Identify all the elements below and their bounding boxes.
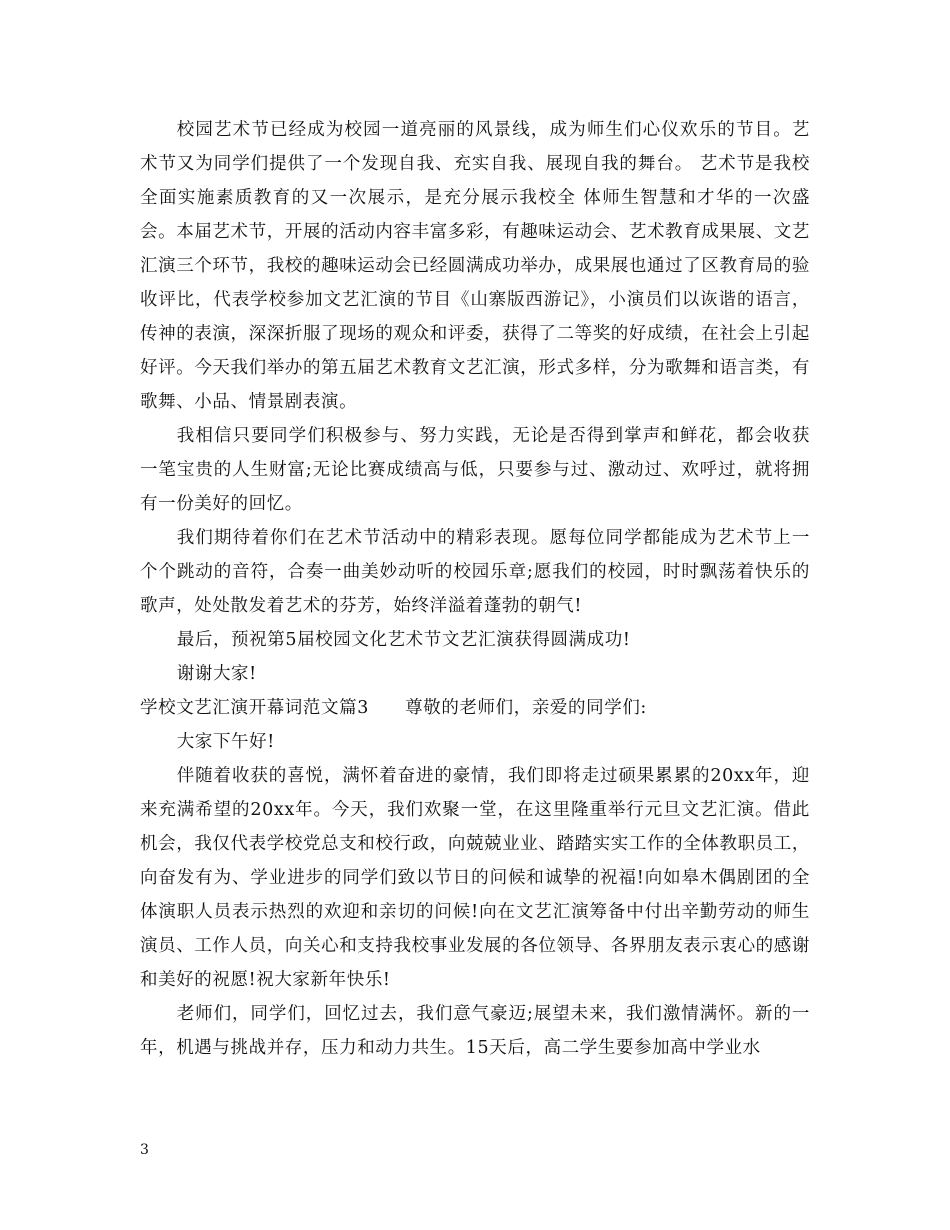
paragraph-participation: 我相信只要同学们积极参与、努力实践，无论是否得到掌声和鲜花，都会收获一笔宝贵的人生财富;无论比赛成绩高与低，只要参与过、激动过、欢呼过，就将拥有一份美好的回忆。 <box>140 426 810 514</box>
paragraph-art-festival-intro: 校园艺术节已经成为校园一道亮丽的风景线，成为师生们心仪欢乐的节目。艺术节又为同学们提供了一个发现自我、充实自我、展现自我的舞台。 艺术节是我校全面实施素质教育的又一次展示，是充分展示我校全 体师生智慧和才华的一次盛会。本届艺术节，开展的活动内容丰富多彩，有趣味运动会、艺术教育成果展、文艺汇演三个环节，我校的趣味运动会已经圆满成功举办，成果展也通过了区教育局的验收评比，代表学校参加文艺汇演的节目《山寨版西游记》，小演员们以诙谐的语言，传神的表演，深深折服了现场的观众和评委，获得了二等奖的好成绩，在社会上引起好评。今天我们举办的第五届艺术教育文艺汇演，形式多样，分为歌舞和语言类，有歌舞、小品、情景剧表演。 <box>140 120 810 412</box>
page-number: 3 <box>140 1142 149 1158</box>
paragraph-greeting: 大家下午好! <box>176 732 275 752</box>
body-text <box>140 113 810 1065</box>
paragraph-expectations: 我们期待着你们在艺术节活动中的精彩表现。愿每位同学都能成为艺术节上一个个跳动的音符，合奏一曲美妙动听的校园乐章;愿我们的校园，时时飘荡着快乐的歌声，处处散发着艺术的芬芳，始终洋溢着蓬勃的朝气! <box>140 528 810 616</box>
paragraph-thanks: 谢谢大家! <box>176 664 257 684</box>
paragraph-review-outlook: 老师们，同学们，回忆过去，我们意气豪迈;展望未来，我们激情满怀。新的一年，机遇与挑战并存，压力和动力共生。15天后，高二学生要参加高中学业水 <box>140 1004 810 1058</box>
section-heading: 学校文艺汇演开幕词范文篇3 尊敬的老师们，亲爱的同学们: <box>140 698 647 718</box>
paragraph-wishes: 最后，预祝第5届校园文化艺术节文艺汇演获得圆满成功! <box>176 630 631 650</box>
paragraph-new-year: 伴随着收获的喜悦，满怀着奋进的豪情，我们即将走过硕果累累的20xx年，迎来充满希望的20xx年。今天，我们欢聚一堂，在这里隆重举行元旦文艺汇演。借此机会，我仅代表学校党总支和校行政，向兢兢业业、踏踏实实工作的全体教职员工，向奋发有为、学业进步的同学们致以节日的问候和诚挚的祝福!向如皋木偶剧团的全体演职人员表示热烈的欢迎和亲切的问候!向在文艺汇演筹备中付出辛勤劳动的师生演员、工作人员，向关心和支持我校事业发展的各位领导、各界朋友表示衷心的感谢和美好的祝愿!祝大家新年快乐! <box>140 766 810 990</box>
